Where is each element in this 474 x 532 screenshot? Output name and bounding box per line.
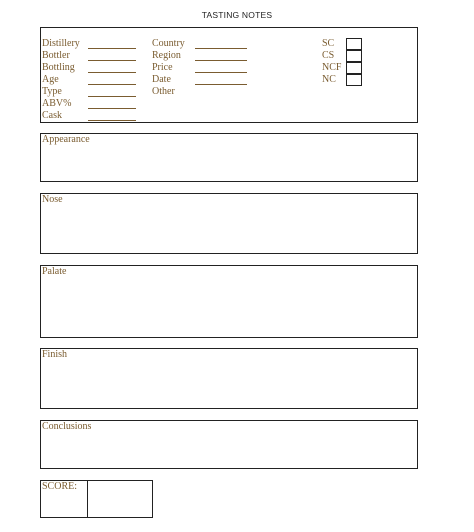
date-field-line[interactable]	[195, 84, 247, 85]
distillery-field-line[interactable]	[88, 48, 136, 49]
label-age: Age	[42, 74, 59, 85]
page-title: TASTING NOTES	[201, 10, 273, 20]
finish-box[interactable]	[40, 348, 418, 409]
palate-box[interactable]	[40, 265, 418, 338]
abv-field-line[interactable]	[88, 108, 136, 109]
label-ncf: NCF	[322, 62, 342, 73]
info-box	[40, 27, 418, 123]
score-label: SCORE:	[42, 481, 78, 492]
label-cs: CS	[322, 50, 335, 61]
region-field-line[interactable]	[195, 60, 247, 61]
checkbox-ncf[interactable]	[346, 62, 362, 74]
nose-label: Nose	[42, 194, 63, 205]
checkbox-cs[interactable]	[346, 50, 362, 62]
label-abv: ABV%	[42, 98, 72, 109]
label-date: Date	[152, 74, 171, 85]
label-other: Other	[152, 86, 175, 97]
conclusions-label: Conclusions	[42, 421, 92, 432]
country-field-line[interactable]	[195, 48, 247, 49]
label-region: Region	[152, 50, 181, 61]
score-value-field[interactable]	[87, 481, 152, 517]
bottler-field-line[interactable]	[88, 60, 136, 61]
price-field-line[interactable]	[195, 72, 247, 73]
label-bottling: Bottling	[42, 62, 75, 73]
appearance-label: Appearance	[42, 134, 90, 145]
palate-label: Palate	[42, 266, 67, 277]
type-field-line[interactable]	[88, 96, 136, 97]
cask-field-line[interactable]	[88, 120, 136, 121]
label-sc: SC	[322, 38, 335, 49]
label-bottler: Bottler	[42, 50, 70, 61]
label-price: Price	[152, 62, 173, 73]
checkbox-sc[interactable]	[346, 38, 362, 50]
label-distillery: Distillery	[42, 38, 80, 49]
label-country: Country	[152, 38, 185, 49]
age-field-line[interactable]	[88, 84, 136, 85]
checkbox-nc[interactable]	[346, 74, 362, 86]
label-cask: Cask	[42, 110, 62, 121]
label-nc: NC	[322, 74, 336, 85]
nose-box[interactable]	[40, 193, 418, 254]
conclusions-box[interactable]	[40, 420, 418, 469]
appearance-box[interactable]	[40, 133, 418, 182]
label-type: Type	[42, 86, 62, 97]
finish-label: Finish	[42, 349, 68, 360]
bottling-field-line[interactable]	[88, 72, 136, 73]
